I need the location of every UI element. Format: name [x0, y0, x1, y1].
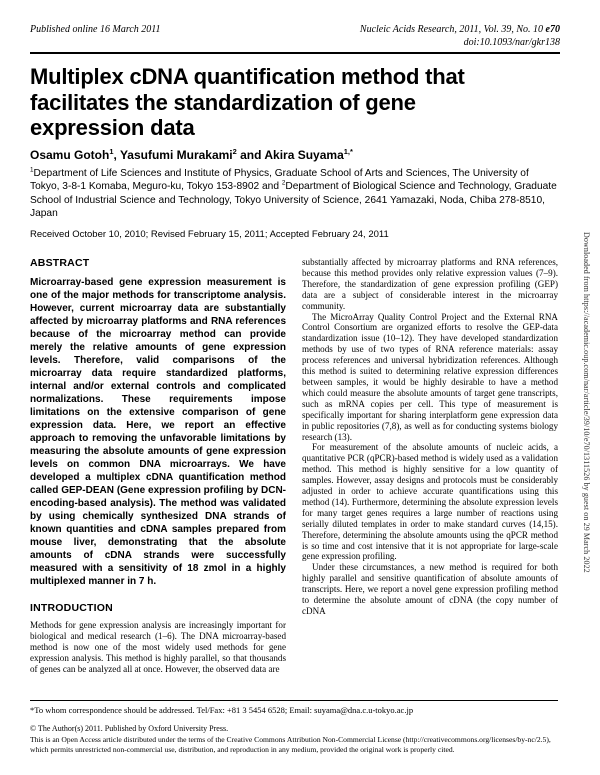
author-separator: and: [236, 148, 265, 162]
intro-paragraph: substantially affected by microarray platforms and RNA references, because this method provides only relative expression values (7–9). Therefore, the standardization of gene expression profiling (GEP) data are a subject of considerable interest in the microarray community.: [302, 257, 558, 311]
intro-paragraph: Under these circumstances, a new method is required for both highly parallel and sensitive quantification of absolute amounts of transcripts. Here, we report a novel gene expression profiling method to determine the absolute amount of cDNA (the copy number of cDNA: [302, 562, 558, 616]
right-column: [302, 257, 558, 699]
published-online: Published online 16 March 2011: [30, 24, 161, 35]
affiliation-text: Department of Biological Science and Technology, Graduate School of Industrial Science and Technology, Tokyo University of Science, 2641 Yamazaki, Noda, Chiba 278-8510, Japan: [30, 181, 557, 220]
journal-citation: Nucleic Acids Research, 2011, Vol. 39, No. 10: [359, 24, 544, 35]
author-name: Osamu Gotoh: [30, 148, 110, 162]
affiliation-marker: 2: [281, 180, 286, 188]
license-text: This is an Open Access article distributed under the terms of the Creative Commons Attribution Non-Commercial License (http://creativecommons.org/licenses/by-nc/2.5), which permits unrestricted non-commercial use, distribution, and reproduction in any medium, provided the original work is properly cited.: [30, 735, 551, 754]
affiliation-marker: 1: [30, 166, 34, 174]
journal-citation-block: [360, 24, 560, 49]
abstract-heading: ABSTRACT: [30, 257, 90, 269]
header-rule: [30, 52, 560, 54]
authors-line: [30, 148, 353, 162]
copyright-line: © The Author(s) 2011. Published by Oxford University Press.: [30, 724, 229, 733]
article-body: [30, 257, 558, 699]
author-separator: ,: [113, 148, 120, 162]
left-column: [30, 257, 286, 699]
author-name: Yasufumi Murakami: [119, 148, 233, 162]
author-name: Akira Suyama: [264, 148, 344, 162]
affiliation-text: Department of Life Sciences and Institute of Physics, Graduate School of Arts and Sciences, The University of Tokyo, 3-8-1 Komaba, Meguro-ku, Tokyo 153-8902 and: [30, 168, 529, 193]
paper-title: Multiplex cDNA quantification method that facilitates the standardization of gene expression data: [30, 64, 465, 141]
author-affiliation-marker: 1: [109, 147, 114, 156]
author-affiliation-marker: 2: [232, 147, 237, 156]
introduction-heading: INTRODUCTION: [30, 602, 113, 614]
journal-citation-line: [360, 24, 560, 37]
abstract-text: Microarray-based gene expression measurement is one of the major methods for transcriptome analysis. However, current microarray data are substantially affected by microarray platforms and RNA references because of the microarray method can provide merely the relative amounts of gene expression levels. Therefore, valid comparisons of the microarray data require standardized platforms, internal and/or external controls and complicated normalizations. These requirements impose limitations on the extensive comparison of gene expression data. Here, we report an effective approach to removing the unfavorable limitations by measuring the absolute amounts of gene expression levels on common DNA microarrays. We have developed a multiplex cDNA quantification method called GEP-DEAN (Gene expression profiling by DCN-encoding-based analysis). The method was validated by using chemically synthesized DNA strands of known quantities and cDNA samples prepared from mouse liver, demonstrating that the absolute amounts of cDNA strands were successfully measured with a sensitivity of 18 zmol in a highly multiplexed manner in 7 h.: [30, 277, 286, 587]
received-revised-accepted: Received October 10, 2010; Revised February 15, 2011; Accepted February 24, 2011: [30, 229, 389, 240]
doi: doi:10.1093/nar/gkr138: [463, 36, 560, 48]
intro-paragraph: Methods for gene expression analysis are increasingly important for biological and medical research (1–6). The DNA microarray-based method is now one of the most widely used methods for gene expression analysis. This method is highly parallel, so that thousands of genes can be analyzed all at once. However, the observed data are: [30, 620, 286, 674]
journal-header: [30, 24, 560, 49]
author-affiliation-marker: 1,*: [343, 147, 353, 156]
footnote-rule: [30, 700, 558, 701]
correspondence-note: *To whom correspondence should be addressed. Tel/Fax: +81 3 5454 6528; Email: suyama@dna.c.u-tokyo.ac.jp: [30, 705, 414, 715]
affiliations: [30, 167, 558, 221]
intro-paragraph: The MicroArray Quality Control Project and the External RNA Control Consortium are organized efforts to resolve the GEP-data standardization issue (10–12). They have developed standardization methods by use of two types of RNA reference materials: assay process references and universal hybridization references. Although this method is suited to determining relative expression differences between samples, it would be highly desirable to have a method which could measure the absolute amounts of target gene transcripts, such as mRNA copies per cell. This type of measurement is specifically important for sharing interplatform gene expression data in public repositories (7,8), as well as for conducting systems biology research (13).: [302, 311, 558, 442]
download-provenance-note: Downloaded from https://academic.oup.com/nar/article/39/10/e70/1311526 by guest on 29 March 2022: [582, 232, 591, 573]
intro-paragraph: For measurement of the absolute amounts of nucleic acids, a quantitative PCR (qPCR)-based method is widely used as a validation method. This method is highly sensitive for a low quantity of samples. However, assay designs and protocols must be considerably adjusted in order to achieve accurate quantifications using this method (14). Furthermore, determining the absolute expression levels for many target genes requires a large number of reactions using serially diluted templates in order to make standard curves (14,15). Therefore, determining the absolute amounts using the qPCR method is so time and cost intensive that it is not appropriate for large-scale gene expression profiling.: [302, 442, 558, 562]
page-footer: [30, 700, 558, 755]
article-id: e70: [545, 24, 560, 35]
